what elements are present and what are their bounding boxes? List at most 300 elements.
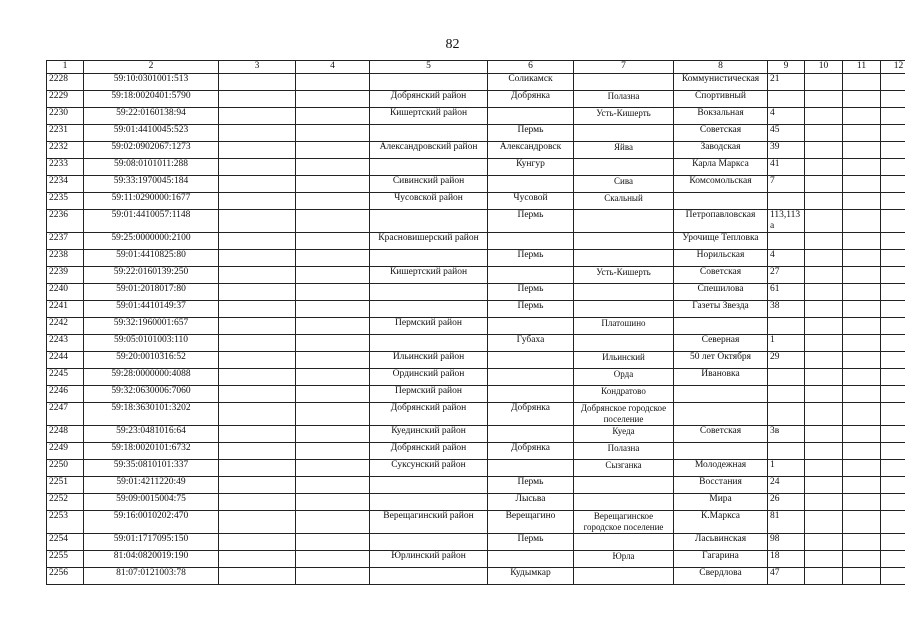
- column-header-1: 1: [47, 61, 84, 74]
- column-header-4: 4: [296, 61, 370, 74]
- col10-cell: [805, 494, 843, 511]
- settlement-cell: [574, 568, 674, 585]
- col4-cell: [296, 426, 370, 443]
- col10-cell: [805, 318, 843, 335]
- col12-cell: [881, 142, 905, 159]
- house-cell: 113,113 а: [768, 210, 805, 233]
- street-cell: Советская: [674, 267, 768, 284]
- table-row: [47, 460, 905, 477]
- district-cell: Чусовской район: [370, 193, 488, 210]
- col4-cell: [296, 159, 370, 176]
- col11-cell: [843, 284, 881, 301]
- col4-cell: [296, 534, 370, 551]
- city-cell: Верещагино: [488, 511, 574, 534]
- row-number-cell: 2240: [47, 284, 84, 301]
- house-cell: 4: [768, 108, 805, 125]
- settlement-cell: [574, 335, 674, 352]
- col3-cell: [219, 91, 296, 108]
- settlement-cell: Юрла: [574, 551, 674, 568]
- col10-cell: [805, 426, 843, 443]
- col3-cell: [219, 426, 296, 443]
- district-cell: [370, 301, 488, 318]
- district-cell: Пермский район: [370, 386, 488, 403]
- street-cell: Восстания: [674, 477, 768, 494]
- cadastral-number-cell: 81:04:0820019:190: [84, 551, 219, 568]
- street-cell: Спортивный: [674, 91, 768, 108]
- col10-cell: [805, 386, 843, 403]
- table-row: [47, 494, 905, 511]
- table-row: [47, 318, 905, 335]
- city-cell: [488, 318, 574, 335]
- house-cell: [768, 91, 805, 108]
- cadastral-number-cell: 59:01:4410149:37: [84, 301, 219, 318]
- col11-cell: [843, 352, 881, 369]
- settlement-cell: [574, 159, 674, 176]
- col3-cell: [219, 443, 296, 460]
- row-number-cell: 2233: [47, 159, 84, 176]
- col11-cell: [843, 403, 881, 426]
- cadastral-number-cell: 59:18:0020101:6732: [84, 443, 219, 460]
- cadastral-number-cell: 59:25:0000000:2100: [84, 233, 219, 250]
- col11-cell: [843, 386, 881, 403]
- settlement-cell: [574, 74, 674, 91]
- city-cell: Пермь: [488, 284, 574, 301]
- col12-cell: [881, 159, 905, 176]
- row-number-cell: 2250: [47, 460, 84, 477]
- house-cell: [768, 233, 805, 250]
- cadastral-number-cell: 59:23:0481016:64: [84, 426, 219, 443]
- row-number-cell: 2255: [47, 551, 84, 568]
- house-cell: 27: [768, 267, 805, 284]
- col11-cell: [843, 477, 881, 494]
- col4-cell: [296, 250, 370, 267]
- row-number-cell: 2244: [47, 352, 84, 369]
- column-header-6: 6: [488, 61, 574, 74]
- col4-cell: [296, 335, 370, 352]
- col4-cell: [296, 386, 370, 403]
- street-cell: Мира: [674, 494, 768, 511]
- col3-cell: [219, 352, 296, 369]
- district-cell: Куединский район: [370, 426, 488, 443]
- city-cell: [488, 108, 574, 125]
- col3-cell: [219, 108, 296, 125]
- street-cell: Советская: [674, 125, 768, 142]
- col12-cell: [881, 193, 905, 210]
- city-cell: Пермь: [488, 250, 574, 267]
- col11-cell: [843, 267, 881, 284]
- house-cell: 39: [768, 142, 805, 159]
- house-cell: [768, 318, 805, 335]
- house-cell: 4: [768, 250, 805, 267]
- street-cell: Молодежная: [674, 460, 768, 477]
- cadastral-number-cell: 81:07:0121003:78: [84, 568, 219, 585]
- col4-cell: [296, 108, 370, 125]
- house-cell: 1: [768, 460, 805, 477]
- house-cell: 98: [768, 534, 805, 551]
- col3-cell: [219, 233, 296, 250]
- col10-cell: [805, 403, 843, 426]
- col3-cell: [219, 125, 296, 142]
- house-cell: 21: [768, 74, 805, 91]
- table-row: [47, 193, 905, 210]
- col11-cell: [843, 125, 881, 142]
- col3-cell: [219, 176, 296, 193]
- row-number-cell: 2254: [47, 534, 84, 551]
- col10-cell: [805, 460, 843, 477]
- col4-cell: [296, 403, 370, 426]
- house-cell: [768, 443, 805, 460]
- city-cell: [488, 386, 574, 403]
- column-header-8: 8: [674, 61, 768, 74]
- city-cell: Пермь: [488, 125, 574, 142]
- col11-cell: [843, 91, 881, 108]
- city-cell: [488, 176, 574, 193]
- col10-cell: [805, 568, 843, 585]
- district-cell: [370, 250, 488, 267]
- table-row: [47, 443, 905, 460]
- col12-cell: [881, 91, 905, 108]
- cadastral-number-cell: 59:01:4410057:1148: [84, 210, 219, 233]
- cadastral-number-cell: 59:09:0015004:75: [84, 494, 219, 511]
- col4-cell: [296, 176, 370, 193]
- house-cell: 38: [768, 301, 805, 318]
- col4-cell: [296, 91, 370, 108]
- district-cell: Юрлинский район: [370, 551, 488, 568]
- table-row: [47, 403, 905, 426]
- col4-cell: [296, 210, 370, 233]
- cadastral-number-cell: 59:22:0160139:250: [84, 267, 219, 284]
- settlement-cell: [574, 301, 674, 318]
- col4-cell: [296, 284, 370, 301]
- column-header-11: 11: [843, 61, 881, 74]
- col10-cell: [805, 125, 843, 142]
- settlement-cell: [574, 477, 674, 494]
- cadastral-number-cell: 59:33:1970045:184: [84, 176, 219, 193]
- table-row: [47, 74, 905, 91]
- row-number-cell: 2232: [47, 142, 84, 159]
- district-cell: Кишертский район: [370, 108, 488, 125]
- col4-cell: [296, 460, 370, 477]
- col3-cell: [219, 210, 296, 233]
- settlement-cell: Сызганка: [574, 460, 674, 477]
- settlement-cell: Яйва: [574, 142, 674, 159]
- col12-cell: [881, 426, 905, 443]
- column-header-2: 2: [84, 61, 219, 74]
- col11-cell: [843, 193, 881, 210]
- row-number-cell: 2245: [47, 369, 84, 386]
- settlement-cell: Скальный: [574, 193, 674, 210]
- row-number-cell: 2238: [47, 250, 84, 267]
- street-cell: [674, 443, 768, 460]
- district-cell: Верещагинский район: [370, 511, 488, 534]
- row-number-cell: 2247: [47, 403, 84, 426]
- column-header-12: 12: [881, 61, 905, 74]
- col10-cell: [805, 233, 843, 250]
- district-cell: Суксунский район: [370, 460, 488, 477]
- col11-cell: [843, 250, 881, 267]
- col10-cell: [805, 477, 843, 494]
- col4-cell: [296, 352, 370, 369]
- col10-cell: [805, 176, 843, 193]
- col3-cell: [219, 386, 296, 403]
- table-row: [47, 386, 905, 403]
- col10-cell: [805, 210, 843, 233]
- settlement-cell: [574, 250, 674, 267]
- street-cell: Спешилова: [674, 284, 768, 301]
- city-cell: Пермь: [488, 301, 574, 318]
- house-cell: 61: [768, 284, 805, 301]
- house-cell: 7: [768, 176, 805, 193]
- col11-cell: [843, 460, 881, 477]
- table-row: [47, 267, 905, 284]
- street-cell: Ласьвинская: [674, 534, 768, 551]
- street-cell: Советская: [674, 426, 768, 443]
- col10-cell: [805, 534, 843, 551]
- col12-cell: [881, 233, 905, 250]
- house-cell: 1: [768, 335, 805, 352]
- col4-cell: [296, 318, 370, 335]
- city-cell: Соликамск: [488, 74, 574, 91]
- col4-cell: [296, 125, 370, 142]
- col12-cell: [881, 125, 905, 142]
- col4-cell: [296, 568, 370, 585]
- col11-cell: [843, 301, 881, 318]
- row-number-cell: 2231: [47, 125, 84, 142]
- col12-cell: [881, 74, 905, 91]
- table-row: [47, 233, 905, 250]
- table-row: [47, 210, 905, 233]
- cadastral-number-cell: 59:01:2018017:80: [84, 284, 219, 301]
- settlement-cell: Усть-Кишерть: [574, 108, 674, 125]
- cadastral-number-cell: 59:32:0630006:7060: [84, 386, 219, 403]
- city-cell: Пермь: [488, 534, 574, 551]
- col4-cell: [296, 551, 370, 568]
- row-number-cell: 2251: [47, 477, 84, 494]
- street-cell: Вокзальная: [674, 108, 768, 125]
- col11-cell: [843, 233, 881, 250]
- street-cell: Свердлова: [674, 568, 768, 585]
- district-cell: [370, 125, 488, 142]
- table-row: [47, 426, 905, 443]
- district-cell: Александровский район: [370, 142, 488, 159]
- col12-cell: [881, 284, 905, 301]
- settlement-cell: Кондратово: [574, 386, 674, 403]
- street-cell: Карла Маркса: [674, 159, 768, 176]
- cadastral-number-cell: 59:18:3630101:3202: [84, 403, 219, 426]
- street-cell: [674, 193, 768, 210]
- settlement-cell: [574, 534, 674, 551]
- col12-cell: [881, 568, 905, 585]
- col3-cell: [219, 335, 296, 352]
- row-number-cell: 2249: [47, 443, 84, 460]
- col3-cell: [219, 568, 296, 585]
- col12-cell: [881, 369, 905, 386]
- registry-table: [46, 60, 905, 585]
- city-cell: [488, 551, 574, 568]
- district-cell: [370, 74, 488, 91]
- settlement-cell: Верещагинское городское поселение: [574, 511, 674, 534]
- col3-cell: [219, 318, 296, 335]
- street-cell: Заводская: [674, 142, 768, 159]
- col4-cell: [296, 369, 370, 386]
- col10-cell: [805, 551, 843, 568]
- table-row: [47, 250, 905, 267]
- col3-cell: [219, 369, 296, 386]
- col12-cell: [881, 551, 905, 568]
- city-cell: Чусовой: [488, 193, 574, 210]
- col12-cell: [881, 511, 905, 534]
- col10-cell: [805, 301, 843, 318]
- table-row: [47, 301, 905, 318]
- cadastral-number-cell: 59:01:4410825:80: [84, 250, 219, 267]
- col4-cell: [296, 301, 370, 318]
- row-number-cell: 2252: [47, 494, 84, 511]
- col11-cell: [843, 551, 881, 568]
- col4-cell: [296, 443, 370, 460]
- column-header-5: 5: [370, 61, 488, 74]
- col10-cell: [805, 142, 843, 159]
- district-cell: Красновишерский район: [370, 233, 488, 250]
- col12-cell: [881, 335, 905, 352]
- col11-cell: [843, 369, 881, 386]
- row-number-cell: 2243: [47, 335, 84, 352]
- street-cell: К.Маркса: [674, 511, 768, 534]
- col3-cell: [219, 551, 296, 568]
- settlement-cell: Куеда: [574, 426, 674, 443]
- row-number-cell: 2242: [47, 318, 84, 335]
- col11-cell: [843, 568, 881, 585]
- table-row: [47, 125, 905, 142]
- house-cell: 26: [768, 494, 805, 511]
- row-number-cell: 2229: [47, 91, 84, 108]
- col10-cell: [805, 284, 843, 301]
- street-cell: Норильская: [674, 250, 768, 267]
- district-cell: [370, 159, 488, 176]
- street-cell: Газеты Звезда: [674, 301, 768, 318]
- col10-cell: [805, 267, 843, 284]
- col3-cell: [219, 477, 296, 494]
- settlement-cell: Добрянское городское поселение: [574, 403, 674, 426]
- col11-cell: [843, 426, 881, 443]
- house-cell: [768, 193, 805, 210]
- col11-cell: [843, 494, 881, 511]
- house-cell: 41: [768, 159, 805, 176]
- cadastral-number-cell: 59:28:0000000:4088: [84, 369, 219, 386]
- settlement-cell: Платошино: [574, 318, 674, 335]
- table-row: [47, 369, 905, 386]
- col12-cell: [881, 403, 905, 426]
- city-cell: Добрянка: [488, 403, 574, 426]
- settlement-cell: Орда: [574, 369, 674, 386]
- house-cell: [768, 369, 805, 386]
- column-header-9: 9: [768, 61, 805, 74]
- cadastral-number-cell: 59:01:4410045:523: [84, 125, 219, 142]
- district-cell: Ильинский район: [370, 352, 488, 369]
- col10-cell: [805, 193, 843, 210]
- col11-cell: [843, 108, 881, 125]
- col11-cell: [843, 534, 881, 551]
- street-cell: Коммунистическая: [674, 74, 768, 91]
- col10-cell: [805, 369, 843, 386]
- house-cell: [768, 386, 805, 403]
- street-cell: [674, 403, 768, 426]
- col4-cell: [296, 142, 370, 159]
- col10-cell: [805, 159, 843, 176]
- cadastral-number-cell: 59:05:0101003:110: [84, 335, 219, 352]
- house-cell: 47: [768, 568, 805, 585]
- table-row: [47, 91, 905, 108]
- table-row: [47, 352, 905, 369]
- house-cell: 45: [768, 125, 805, 142]
- cadastral-number-cell: 59:10:0301001:513: [84, 74, 219, 91]
- col10-cell: [805, 511, 843, 534]
- col3-cell: [219, 511, 296, 534]
- settlement-cell: Сива: [574, 176, 674, 193]
- city-cell: [488, 460, 574, 477]
- col12-cell: [881, 460, 905, 477]
- col11-cell: [843, 210, 881, 233]
- col3-cell: [219, 142, 296, 159]
- district-cell: Кишертский район: [370, 267, 488, 284]
- cadastral-number-cell: 59:01:4211220:49: [84, 477, 219, 494]
- col3-cell: [219, 403, 296, 426]
- house-cell: [768, 403, 805, 426]
- cadastral-number-cell: 59:20:0010316:52: [84, 352, 219, 369]
- district-cell: Ординский район: [370, 369, 488, 386]
- col4-cell: [296, 477, 370, 494]
- table-row: [47, 142, 905, 159]
- col11-cell: [843, 142, 881, 159]
- col12-cell: [881, 250, 905, 267]
- district-cell: Добрянский район: [370, 403, 488, 426]
- col3-cell: [219, 284, 296, 301]
- col11-cell: [843, 511, 881, 534]
- city-cell: [488, 267, 574, 284]
- column-header-10: 10: [805, 61, 843, 74]
- house-cell: 81: [768, 511, 805, 534]
- col11-cell: [843, 318, 881, 335]
- row-number-cell: 2248: [47, 426, 84, 443]
- col10-cell: [805, 108, 843, 125]
- street-cell: Гагарина: [674, 551, 768, 568]
- district-cell: [370, 494, 488, 511]
- col3-cell: [219, 494, 296, 511]
- settlement-cell: Усть-Кишерть: [574, 267, 674, 284]
- col3-cell: [219, 460, 296, 477]
- col12-cell: [881, 301, 905, 318]
- cadastral-number-cell: 59:35:0810101:337: [84, 460, 219, 477]
- house-cell: 24: [768, 477, 805, 494]
- city-cell: Пермь: [488, 210, 574, 233]
- settlement-cell: [574, 233, 674, 250]
- col3-cell: [219, 250, 296, 267]
- district-cell: [370, 477, 488, 494]
- street-cell: Комсомольская: [674, 176, 768, 193]
- column-header-7: 7: [574, 61, 674, 74]
- col12-cell: [881, 318, 905, 335]
- col3-cell: [219, 74, 296, 91]
- cadastral-number-cell: 59:32:1960001:657: [84, 318, 219, 335]
- column-header-3: 3: [219, 61, 296, 74]
- street-cell: Северная: [674, 335, 768, 352]
- row-number-cell: 2239: [47, 267, 84, 284]
- col3-cell: [219, 534, 296, 551]
- settlement-cell: [574, 284, 674, 301]
- table-row: [47, 551, 905, 568]
- district-cell: [370, 568, 488, 585]
- city-cell: Лысьва: [488, 494, 574, 511]
- col4-cell: [296, 193, 370, 210]
